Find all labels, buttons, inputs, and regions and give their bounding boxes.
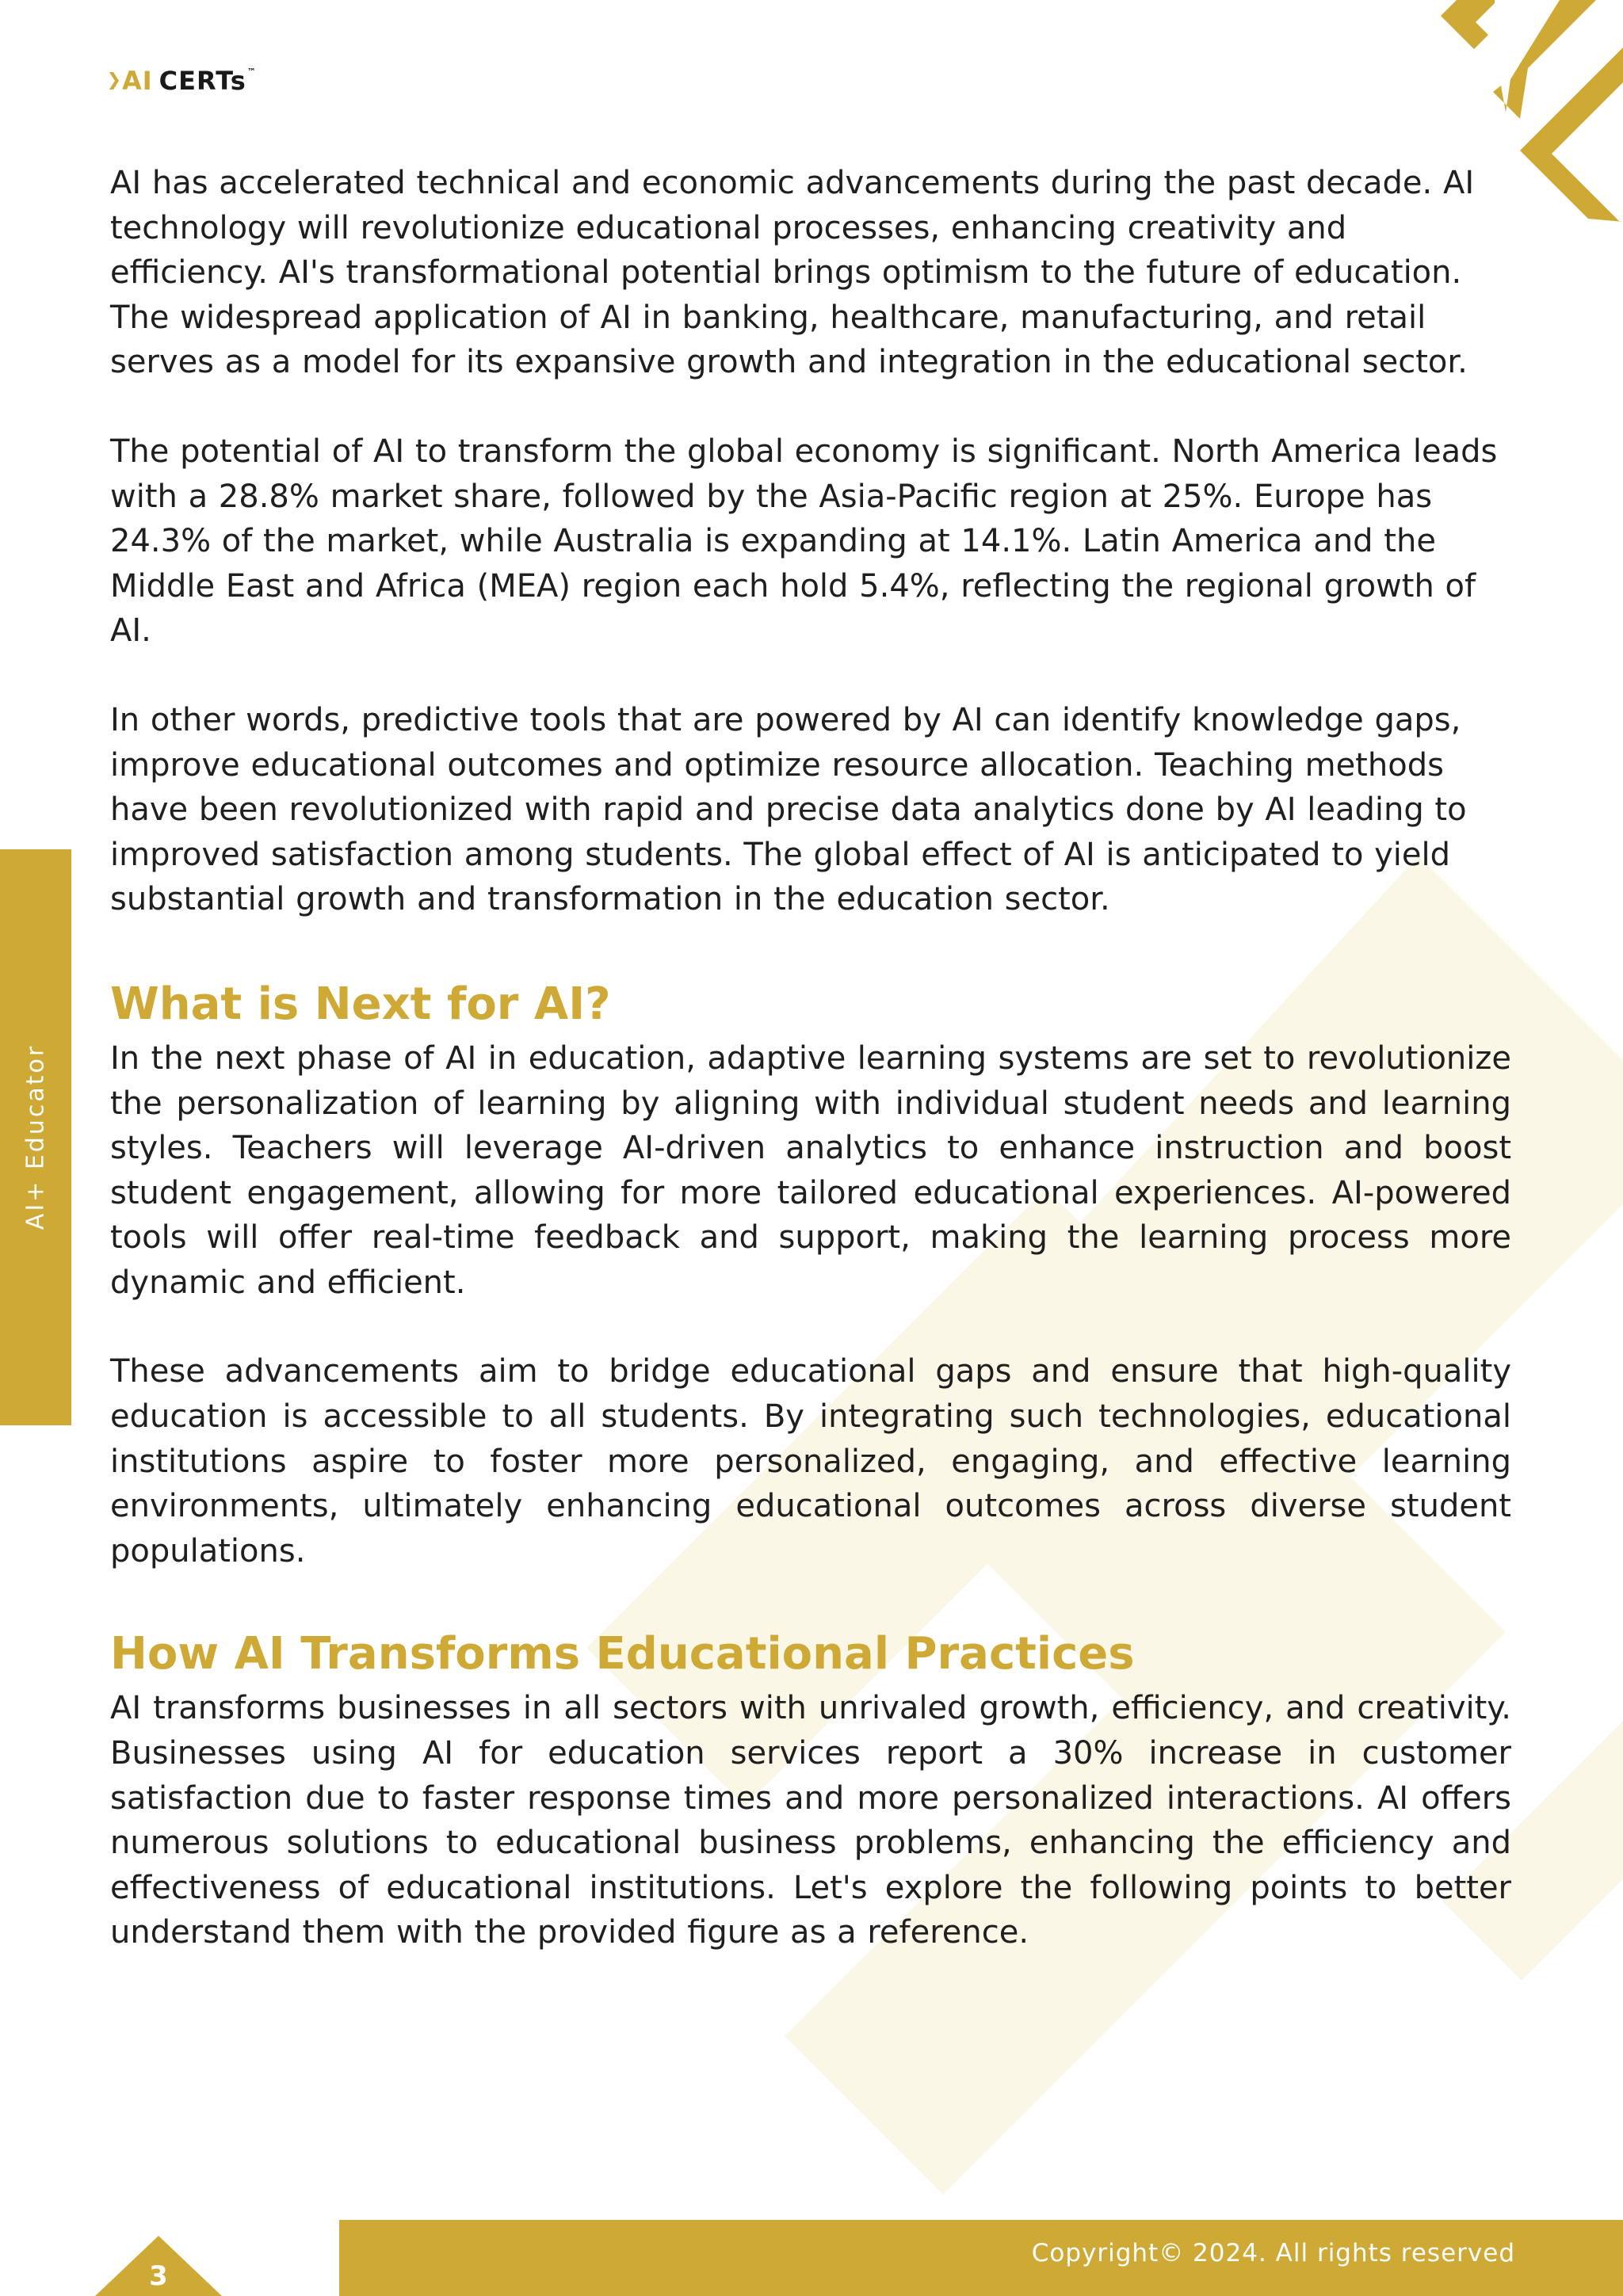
next-paragraph-2: These advancements aim to bridge educational gaps and ensure that high-quality education is accessible to all students. By integrating such technologies, educational institutions aspire to foster more personalized, engaging, and effective learning environments, ultimately enhancing educational outcomes across diverse student populations.: [110, 1353, 1511, 1569]
transforms-paragraph-1: AI transforms businesses in all sectors with unrivaled growth, efficiency, and creativity. Businesses using AI for education services report a 30% increase in customer satisfaction due to faster response times and more personalized interactions. AI offers numerous solutions to educational business problems, enhancing the efficiency and effectiveness of educational institutions. Let's explore the following points to better understand them with the provided figure as a reference.: [110, 1690, 1511, 1951]
section-heading-next: What is Next for AI?: [110, 978, 611, 1030]
section-heading-transforms: How AI Transforms Educational Practices: [110, 1628, 1135, 1680]
corner-bracket-large: [1520, 48, 1623, 222]
corner-bracket-small: [1441, 0, 1495, 49]
logo-ai-text: AI: [122, 66, 153, 96]
page-content: [110, 161, 1511, 1955]
intro-paragraph-2: The potential of AI to transform the global economy is significant. North America leads with a 28.8% market share, followed by the Asia-Pacific region at 25%. Europe has 24.3% of the market, while Australia is expanding at 14.1%. Latin America and the Middle East and Africa (MEA) region each hold 5.4%, reflecting the regional growth of AI.: [110, 433, 1498, 650]
logo-trademark: ™: [246, 67, 256, 77]
logo-arrow-icon: [109, 72, 119, 90]
side-tab: [0, 849, 71, 1425]
footer-bar: [339, 2220, 1623, 2296]
intro-paragraph-1: AI has accelerated technical and economic advancements during the past decade. AI technology will revolutionize educational processes, enhancing creativity and efficiency. AI's transformational potential brings optimism to the future of education. The widespread application of AI in banking, healthcare, manufacturing, and retail serves as a model for its expansive growth and integration in the educational sector.: [110, 165, 1475, 381]
footer-copyright: Copyright© 2024. All rights reserved: [1031, 2239, 1515, 2267]
logo-certs-text: CERTs: [158, 66, 246, 96]
aicerts-logo: [109, 62, 256, 100]
page-number: 3: [149, 2260, 168, 2292]
next-paragraph-1: In the next phase of AI in education, adaptive learning systems are set to revolutionize the personalization of learning by aligning with individual student needs and learning styles. Teachers will leverage AI-driven analytics to enhance instruction and boost student engagement, allowing for more tailored educational experiences. AI-powered tools will offer real-time feedback and support, making the learning process more dynamic and efficient.: [110, 1039, 1511, 1301]
side-tab-label: AI+ Educator: [21, 1043, 50, 1230]
intro-paragraph-3: In other words, predictive tools that are powered by AI can identify knowledge gaps, improve educational outcomes and optimize resource allocation. Teaching methods have been revolutionized with rapid and precise data analytics done by AI leading to improved satisfaction among students. The global effect of AI is anticipated to yield substantial growth and transformation in the education sector.: [110, 701, 1467, 918]
